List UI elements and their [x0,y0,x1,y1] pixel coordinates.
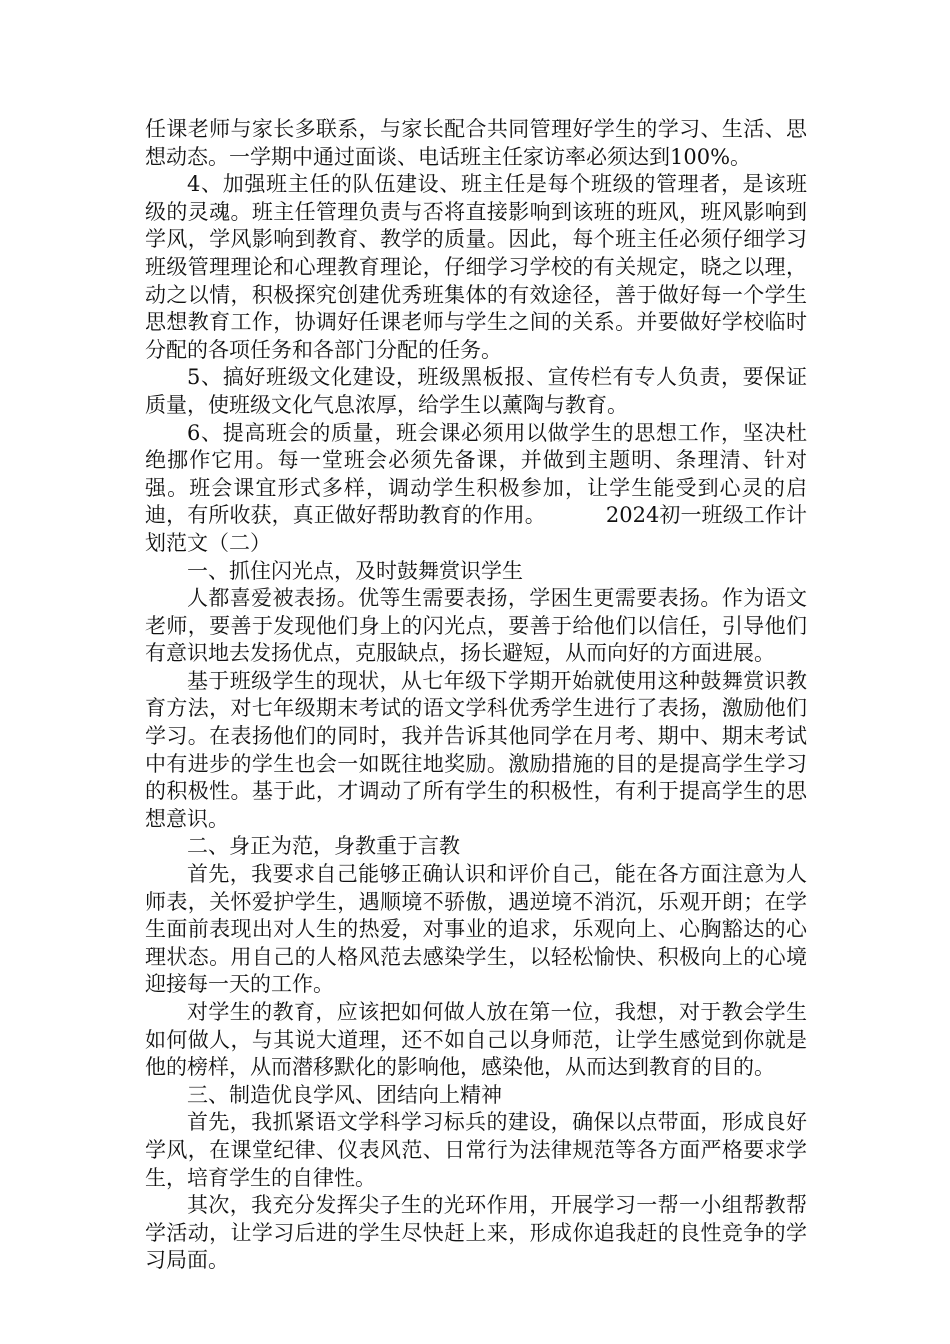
paragraph-item-4: 4、加强班主任的队伍建设、班主任是每个班级的管理者，是该班级的灵魂。班主任管理负责与否将直接影响到该班的班风，班风影响到学风，学风影响到教育、教学的质量。因此，每个班主任必须仔细学习班级管理理论和心理教育理论，仔细学习学校的有关规定，晓之以理，动之以情，积极探究创建优秀班集体的有效途径，善于做好每一个学生思想教育工作，协调好任课老师与学生之间的关系。并要做好学校临时分配的各项任务和各部门分配的任务。 [145,172,807,362]
paragraph-moral-education: 对学生的教育，应该把如何做人放在第一位，我想，对于教会学生如何做人，与其说大道理，还不如自己以身师范，让学生感觉到你就是他的榜样，从而潜移默化的影响他，感染他，从而达到教育的目的。 [145,1000,807,1080]
section-title: 2024初一班级工作计划范文（二） [145,503,807,555]
paragraph-continued: 任课老师与家长多联系，与家长配合共同管理好学生的学习、生活、思想动态。一学期中通过面谈、电话班主任家访率必须达到100%。 [145,117,807,169]
paragraph-item-5: 5、搞好班级文化建设，班级黑板报、宣传栏有专人负责，要保证质量，使班级文化气息浓厚，给学生以薰陶与教育。 [145,365,807,417]
paragraph-item-6-text: 6、提高班会的质量，班会课必须用以做学生的思想工作，坚决杜绝挪作它用。每一堂班会必须先备课，并做到主题明、条理清、针对强。班会课宜形式多样，调动学生积极参加，让学生能受到心灵的启迪，有所收获，真正做好帮助教育的作用。 [145,420,807,528]
paragraph-praise: 人都喜爱被表扬。优等生需要表扬，学困生更需要表扬。作为语文老师，要善于发现他们身上的闪光点，要善于给他们以信任，引导他们有意识地去发扬优点，克服缺点，扬长避短，从而向好的方面进展。 [145,586,807,666]
paragraph-incentive: 基于班级学生的现状，从七年级下学期开始就使用这种鼓舞赏识教育方法，对七年级期末考试的语文学科优秀学生进行了表扬，激励他们学习。在表扬他们的同时，我并告诉其他同学在月考、期中、期末考试中有进步的学生也会一如既往地奖励。激励措施的目的是提高学生学习的积极性。基于此，才调动了所有学生的积极性，有利于提高学生的思想意识。 [145,668,807,831]
heading-1: 一、抓住闪光点，及时鼓舞赏识学生 [187,558,523,583]
paragraph-study-model: 首先，我抓紧语文学科学习标兵的建设，确保以点带面，形成良好学风，在课堂纪律、仪表风范、日常行为法律规范等各方面严格要求学生，培育学生的自律性。 [145,1110,807,1190]
paragraph-peer-help: 其次，我充分发挥尖子生的光环作用，开展学习一帮一小组帮教帮学活动，让学习后进的学生尽快赶上来，形成你追我赶的良性竞争的学习局面。 [145,1193,807,1273]
paragraph-self-example: 首先，我要求自己能够正确认识和评价自己，能在各方面注意为人师表，关怀爱护学生，遇顺境不骄傲，遇逆境不消沉，乐观开朗；在学生面前表现出对人生的热爱，对事业的追求，乐观向上、心胸豁达的心理状态。用自己的人格风范去感染学生，以轻松愉快、积极向上的心境迎接每一天的工作。 [145,862,807,997]
heading-3: 三、制造优良学风、团结向上精神 [187,1082,502,1107]
document-page [145,116,807,1275]
heading-2: 二、身正为范，身教重于言教 [187,834,460,859]
paragraph-item-6 [145,420,807,558]
